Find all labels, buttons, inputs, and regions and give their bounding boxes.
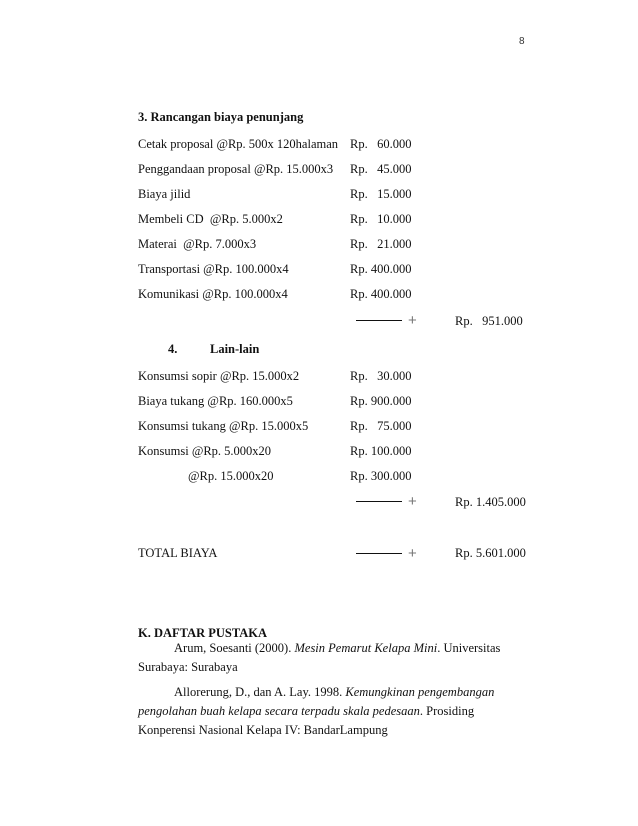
page-number: 8 [519,36,525,47]
reference-authors: Arum, Soesanti (2000). [174,641,295,655]
reference-entry [138,639,518,677]
cost-amount: Rp. 15.000 [350,187,412,201]
section-4-subtotal: Rp. 1.405.000 [455,495,526,509]
reference-authors: Allorerung, D., dan A. Lay. 1998. [174,685,346,699]
cost-item: Materai @Rp. 7.000x3 [138,237,257,251]
cost-item: Konsumsi tukang @Rp. 15.000x5 [138,419,309,433]
cost-amount: Rp. 10.000 [350,212,412,226]
cost-item: Komunikasi @Rp. 100.000x4 [138,287,288,301]
section-4-title: Lain-lain [210,342,260,356]
cost-item: Transportasi @Rp. 100.000x4 [138,262,289,276]
sum-rule [356,501,402,502]
cost-item: Biaya jilid [138,187,191,201]
cost-amount: Rp. 60.000 [350,137,412,151]
cost-item: Penggandaan proposal @Rp. 15.000x3 [138,162,334,176]
cost-item: Membeli CD @Rp. 5.000x2 [138,212,283,226]
cost-amount: Rp. 300.000 [350,469,412,483]
cost-amount: Rp. 45.000 [350,162,412,176]
reference-publisher: . Prosiding Konperensi Nasional Kelapa IV: BandarLampung [138,704,475,737]
cost-item: Biaya tukang @Rp. 160.000x5 [138,394,293,408]
sum-rule [356,320,402,321]
section-4-number: 4. [168,342,178,356]
reference-title: Mesin Pemarut Kelapa Mini [294,641,438,655]
cost-amount: Rp. 400.000 [350,287,412,301]
plus-sign: + [408,493,417,510]
total-value: Rp. 5.601.000 [455,546,526,560]
section-3-subtotal: Rp. 951.000 [455,314,523,328]
reference-entry [138,683,518,740]
plus-sign: + [408,545,417,562]
cost-item: Konsumsi @Rp. 5.000x20 [138,444,272,458]
reference-publisher: . Universitas Surabaya: Surabaya [138,641,501,674]
cost-item: @Rp. 15.000x20 [188,469,274,483]
cost-amount: Rp. 30.000 [350,369,412,383]
cost-amount: Rp. 400.000 [350,262,412,276]
cost-item: Konsumsi sopir @Rp. 15.000x2 [138,369,300,383]
section-3-title: 3. Rancangan biaya penunjang [138,110,304,124]
cost-amount: Rp. 100.000 [350,444,412,458]
cost-amount: Rp. 21.000 [350,237,412,251]
references-heading: K. DAFTAR PUSTAKA [138,626,268,640]
cost-amount: Rp. 900.000 [350,394,412,408]
reference-title: Kemungkinan pengembangan pengolahan buah kelapa secara terpadu skala pedesaan [138,685,495,718]
total-label: TOTAL BIAYA [138,546,218,560]
sum-rule [356,553,402,554]
cost-amount: Rp. 75.000 [350,419,412,433]
cost-item: Cetak proposal @Rp. 500x 120halaman [138,137,339,151]
plus-sign: + [408,312,417,329]
